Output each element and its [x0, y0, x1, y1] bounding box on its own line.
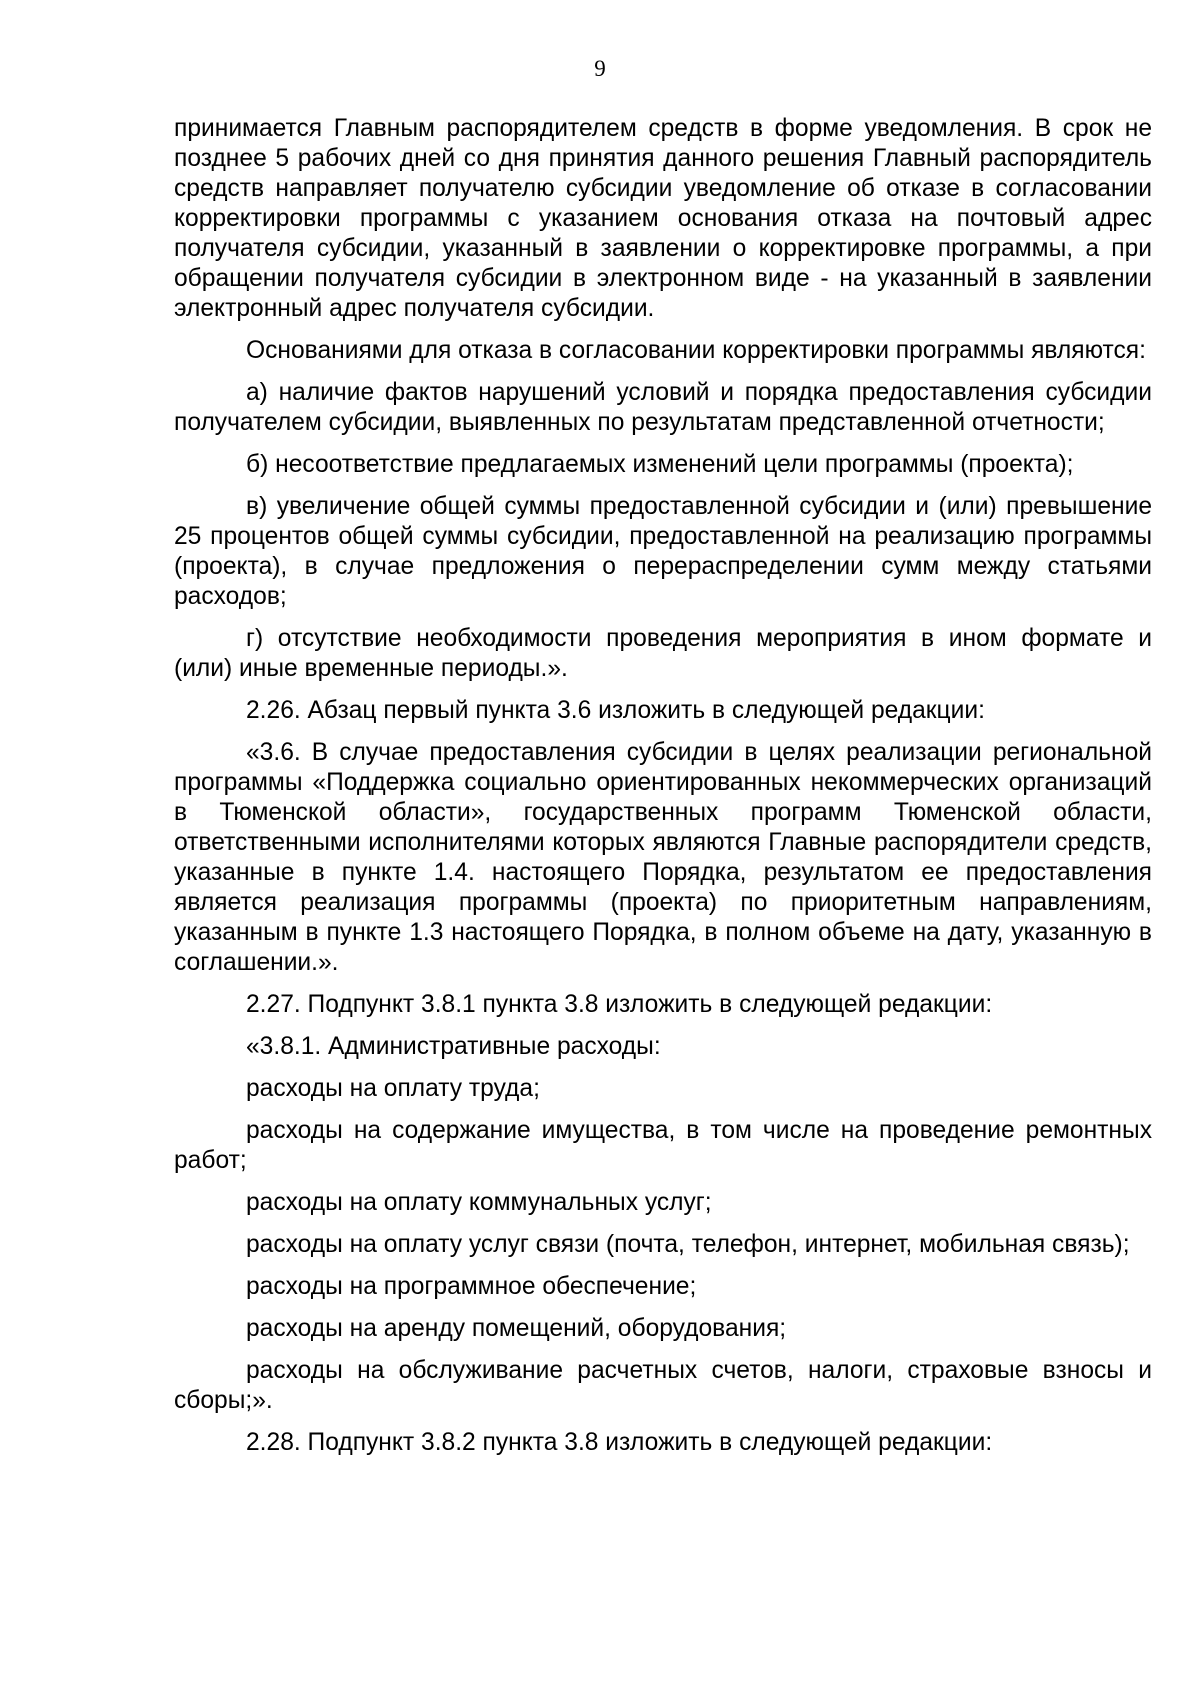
paragraph: расходы на оплату услуг связи (почта, телефон, интернет, мобильная связь);	[246, 1231, 1130, 1258]
paragraph: а) наличие фактов нарушений условий и порядка предоставления субсидии получателем субсидии, выявленных по результатам представленной отчетности;	[174, 379, 1152, 436]
paragraph: 2.28. Подпункт 3.8.2 пункта 3.8 изложить в следующей редакции:	[246, 1429, 993, 1456]
paragraph: 2.27. Подпункт 3.8.1 пункта 3.8 изложить в следующей редакции:	[246, 991, 993, 1018]
paragraph: в) увеличение общей суммы предоставленной субсидии и (или) превышение 25 процентов общей суммы субсидии, предоставленной на реализацию программы (проекта), в случае предложения о перераспределении сумм между статьями расходов;	[174, 493, 1152, 610]
paragraph: г) отсутствие необходимости проведения мероприятия в ином формате и (или) иные временные периоды.».	[174, 625, 1152, 682]
paragraph: Основаниями для отказа в согласовании корректировки программы являются:	[246, 337, 1146, 364]
paragraph: расходы на оплату труда;	[246, 1075, 540, 1102]
paragraph: принимается Главным распорядителем средств в форме уведомления. В срок не позднее 5 рабочих дней со дня принятия данного решения Главный распорядитель средств направляет получателю субсидии уведомление об отказе в согласовании корректировки программы с указанием основания отказа на почтовый адрес получателя субсидии, указанный в заявлении о корректировке программы, а при обращении получателя субсидии в электронном виде - на указанный в заявлении электронный адрес получателя субсидии.	[174, 115, 1152, 322]
document-body	[174, 114, 1152, 1470]
paragraph: 2.26. Абзац первый пункта 3.6 изложить в следующей редакции:	[246, 697, 985, 724]
paragraph: расходы на обслуживание расчетных счетов, налоги, страховые взносы и сборы;».	[174, 1357, 1152, 1414]
paragraph: расходы на содержание имущества, в том числе на проведение ремонтных работ;	[174, 1117, 1152, 1174]
page-number: 9	[594, 56, 606, 81]
paragraph: расходы на программное обеспечение;	[246, 1273, 697, 1300]
paragraph: «3.6. В случае предоставления субсидии в целях реализации региональной программы «Поддержка социально ориентированных некоммерческих организаций в Тюменской области», государственных программ Тюменской области, ответственными исполнителями которых являются Главные распорядители средств, указанные в пункте 1.4. настоящего Порядка, результатом ее предоставления является реализация программы (проекта) по приоритетным направлениям, указанным в пункте 1.3 настоящего Порядка, в полном объеме на дату, указанную в соглашении.».	[174, 739, 1152, 976]
paragraph: расходы на оплату коммунальных услуг;	[246, 1189, 712, 1216]
paragraph: б) несоответствие предлагаемых изменений цели программы (проекта);	[246, 451, 1074, 478]
paragraph: «3.8.1. Административные расходы:	[246, 1033, 661, 1060]
paragraph: расходы на аренду помещений, оборудования;	[246, 1315, 787, 1342]
